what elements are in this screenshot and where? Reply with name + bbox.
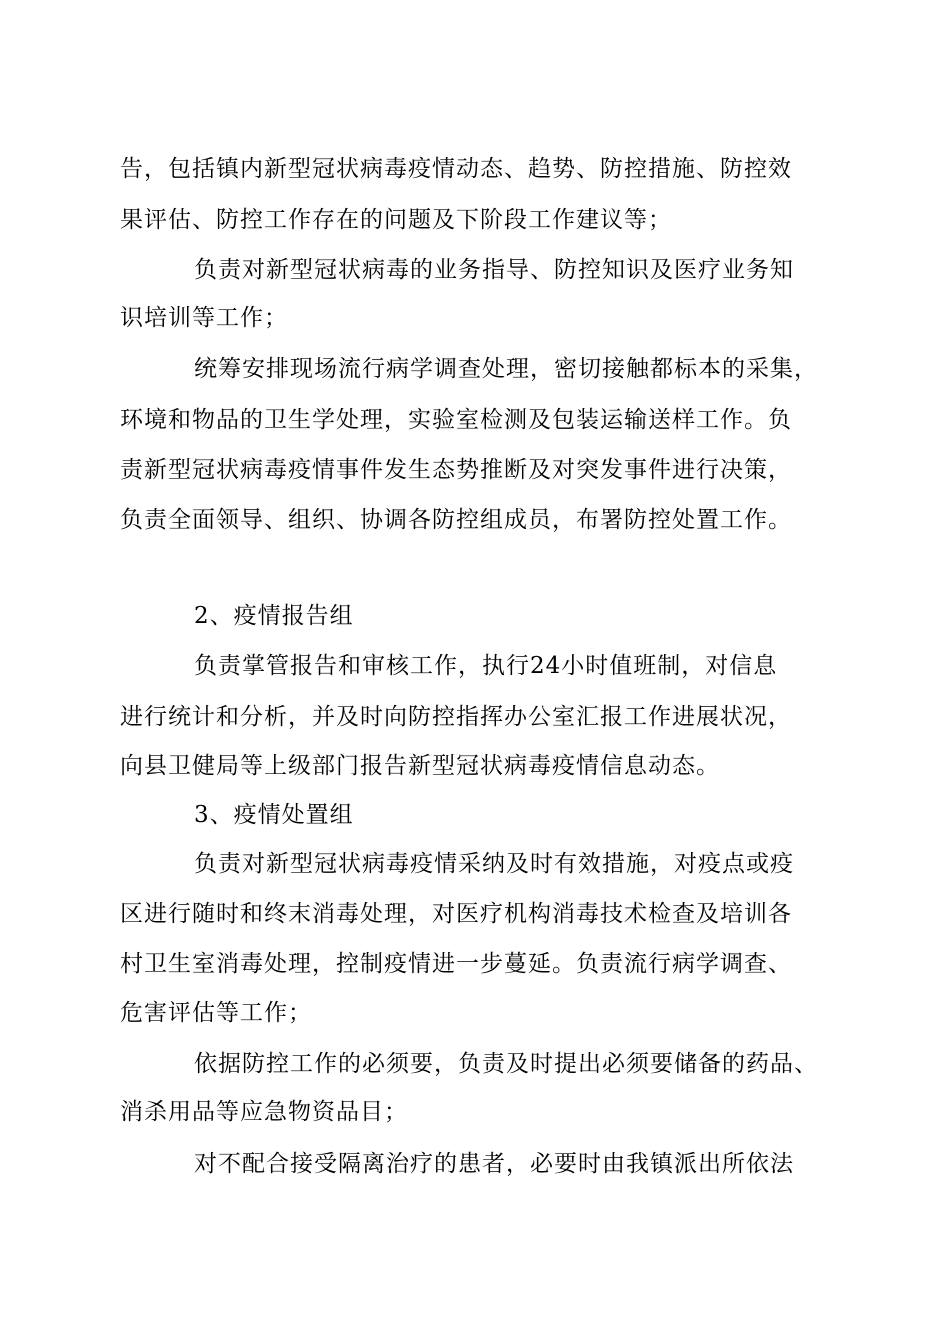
text-line: 责新型冠状病毒疫情事件发生态势推断及对突发事件进行决策， <box>120 457 792 483</box>
text-line: 统筹安排现场流行病学调查处理，密切接触都标本的采集， <box>194 356 818 382</box>
text-line: 负责对新型冠状病毒的业务指导、防控知识及医疗业务知 <box>194 257 794 283</box>
text-line: 告，包括镇内新型冠状病毒疫情动态、趋势、防控措施、防控效 <box>120 156 792 182</box>
text-line: 村卫生室消毒处理，控制疫情进一步蔓延。负责流行病学调查、 <box>120 951 792 977</box>
text-line: 对不配合接受隔离治疗的患者，必要时由我镇派出所依法 <box>194 1151 794 1177</box>
section-heading: 2、疫情报告组 <box>194 603 354 629</box>
text-line: 负责对新型冠状病毒疫情采纳及时有效措施，对疫点或疫 <box>194 851 794 877</box>
text-line: 识培训等工作； <box>120 305 288 331</box>
text-line: 区进行随时和终末消毒处理，对医疗机构消毒技术检查及培训各 <box>120 901 792 927</box>
text-line: 果评估、防控工作存在的问题及下阶段工作建议等； <box>120 207 672 233</box>
section-heading: 3、疫情处置组 <box>194 802 354 828</box>
text-line: 消杀用品等应急物资品目； <box>120 1099 408 1125</box>
text-line: 负责全面领导、组织、协调各防控组成员，布署防控处置工作。 <box>120 507 792 533</box>
text-line: 负责掌管报告和审核工作，执行24小时值班制，对信息 <box>194 653 778 679</box>
text-line: 依据防控工作的必须要，负责及时提出必须要储备的药品、 <box>194 1051 818 1077</box>
text-line: 危害评估等工作； <box>120 1000 312 1026</box>
text-line: 进行统计和分析，并及时向防控指挥办公室汇报工作进展状况， <box>120 704 792 730</box>
text-line: 向县卫健局等上级部门报告新型冠状病毒疫情信息动态。 <box>120 753 720 779</box>
text-line: 环境和物品的卫生学处理，实验室检测及包装运输送样工作。负 <box>120 407 792 433</box>
